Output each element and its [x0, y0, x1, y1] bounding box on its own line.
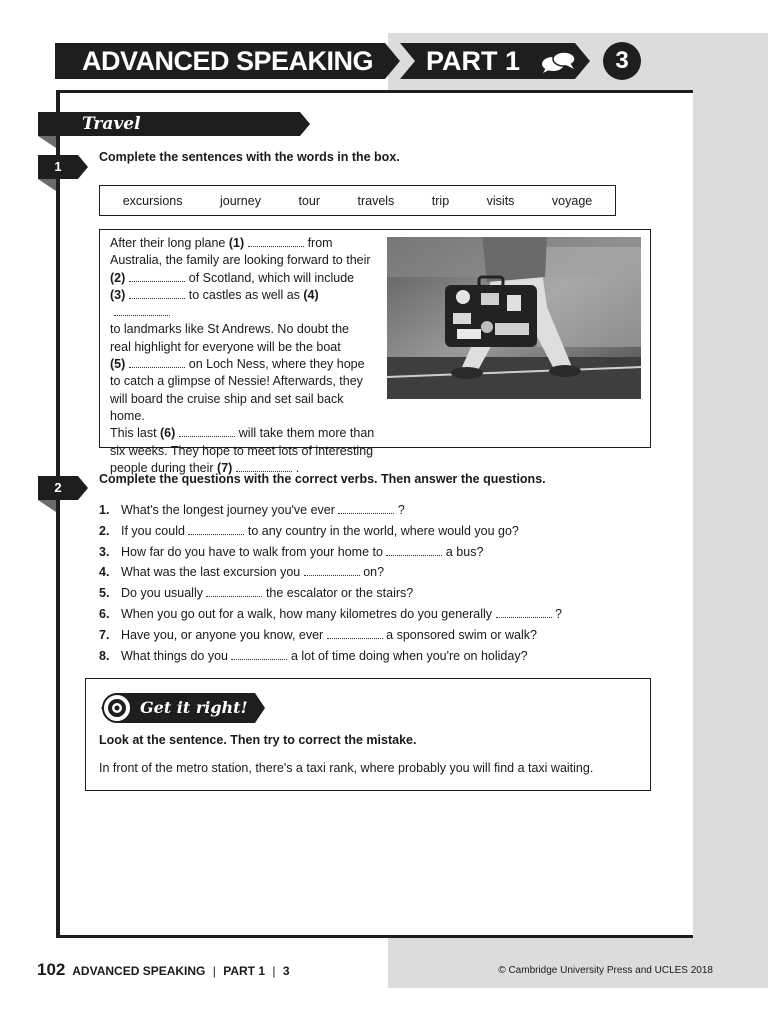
get-it-right-instruction: Look at the sentence. Then try to correct the mistake. — [99, 733, 417, 747]
question-number: 8. — [99, 648, 110, 663]
answer-gap[interactable] — [114, 304, 170, 316]
question-text-after: ? — [551, 606, 562, 621]
header-part: PART 1 — [426, 46, 521, 76]
passage-line: (5) on Loch Ness, where they hope — [110, 357, 365, 372]
passage-text: will board the cruise ship and set sail back home. — [110, 391, 344, 423]
header-title: ADVANCED SPEAKING — [82, 46, 374, 76]
word-box-item: journey — [219, 193, 261, 208]
footer-part: PART 1 — [223, 964, 265, 978]
answer-gap[interactable] — [327, 627, 383, 639]
question-number: 7. — [99, 627, 110, 642]
suitcase-photo — [387, 237, 641, 399]
question-text-after: a sponsored swim or walk? — [382, 627, 537, 642]
answer-gap[interactable] — [129, 356, 185, 368]
passage-text: After their long plane — [110, 236, 229, 250]
gap-fill-passage — [110, 235, 375, 477]
passage-text: This last — [110, 426, 161, 441]
passage-text: real highlight for everyone will be the boat — [110, 339, 341, 354]
answer-gap[interactable] — [304, 564, 360, 576]
passage-line — [110, 373, 375, 390]
question-text-after: a lot of time doing when you're on holiday? — [287, 648, 528, 663]
question-text-before: What things do you — [121, 648, 232, 663]
word-box-item: excursions — [122, 193, 183, 208]
answer-gap[interactable] — [188, 523, 244, 535]
word-box — [99, 185, 616, 216]
exercise-1-instruction: Complete the sentences with the words in the box. — [99, 150, 400, 164]
question-number: 2. — [99, 523, 110, 538]
passage-line: (2) of Scotland, which will include — [110, 270, 355, 285]
answer-gap[interactable] — [129, 287, 185, 299]
passage-line — [110, 391, 375, 426]
question-text-after: a bus? — [442, 544, 484, 559]
question-item — [99, 500, 562, 521]
question-text-after: the escalator or the stairs? — [262, 586, 414, 601]
passage-text: of Scotland, which will include — [185, 270, 355, 285]
passage-text: will take them more than — [235, 426, 375, 441]
passage-text: Australia, the family are looking forward to their — [110, 253, 371, 268]
question-item — [99, 583, 562, 604]
answer-gap[interactable] — [338, 502, 394, 514]
answer-gap[interactable] — [129, 270, 185, 282]
passage-text: to castles as well as — [185, 287, 304, 302]
answer-gap[interactable] — [206, 585, 262, 597]
word-box-item: trip — [431, 193, 450, 208]
footer-unit: 3 — [282, 964, 290, 978]
question-item — [99, 562, 562, 583]
question-text-before: What's the longest journey you've ever — [121, 503, 339, 517]
section-title: Travel — [82, 114, 141, 134]
question-number: 1. — [99, 503, 110, 517]
unit-number-badge: 3 — [603, 42, 641, 80]
passage-line: people during their (7) . — [110, 460, 300, 475]
word-box-item: tour — [298, 193, 320, 208]
exercise-1-tab-fold — [38, 179, 56, 191]
copyright-notice: © Cambridge University Press and UCLES 2018 — [498, 965, 713, 976]
speech-bubbles-icon — [540, 50, 576, 74]
question-item — [99, 521, 562, 542]
exercise-2-instruction: Complete the questions with the correct verbs. Then answer the questions. — [99, 472, 546, 486]
question-item — [99, 604, 562, 625]
passage-line: This last (6) will take them more than — [110, 426, 375, 441]
question-item — [99, 542, 562, 563]
passage-text: people during their — [110, 460, 218, 475]
footer-separator: | — [272, 964, 276, 978]
passage-line — [110, 321, 375, 338]
question-number: 4. — [99, 565, 110, 580]
passage-text: six weeks. They hope to meet lots of interesting — [110, 443, 374, 458]
passage-line — [110, 252, 375, 269]
word-box-item: travels — [357, 193, 395, 208]
footer-title: ADVANCED SPEAKING — [72, 964, 206, 978]
question-list — [99, 500, 562, 666]
answer-gap[interactable] — [236, 460, 292, 472]
word-box-item: visits — [486, 193, 515, 208]
section-title-banner — [38, 112, 310, 136]
question-text-before: What was the last excursion you — [121, 565, 304, 580]
footer-separator: | — [212, 964, 216, 978]
question-number: 5. — [99, 586, 110, 601]
get-it-right-sentence: In front of the metro station, there's a taxi rank, where probably you will find a taxi waiting. — [99, 761, 594, 775]
passage-text: . — [292, 460, 300, 475]
answer-gap[interactable] — [248, 235, 304, 247]
answer-gap[interactable] — [231, 648, 287, 660]
passage-line — [110, 443, 375, 460]
page-number: 102 — [37, 960, 66, 979]
eye-target-icon — [102, 693, 132, 723]
question-item — [99, 625, 562, 646]
answer-gap[interactable] — [386, 544, 442, 556]
question-text-before: Do you usually — [121, 586, 207, 601]
footer-page-info — [37, 960, 290, 980]
section-tag-fold — [38, 136, 56, 148]
exercise-2-number: 2 — [54, 480, 62, 495]
exercise-1-number: 1 — [54, 159, 62, 174]
question-text-after: ? — [394, 503, 405, 517]
passage-line: (3) to castles as well as (4) — [110, 287, 375, 322]
passage-text: to catch a glimpse of Nessie! Afterwards, they — [110, 374, 363, 389]
question-text-before: How far do you have to walk from your home to — [121, 544, 387, 559]
passage-line — [110, 339, 375, 356]
question-text-before: Have you, or anyone you know, ever — [121, 627, 327, 642]
passage-text: to landmarks like St Andrews. No doubt the — [110, 322, 350, 337]
question-text-before: When you go out for a walk, how many kilometres do you generally — [121, 606, 496, 621]
passage-text: from — [304, 236, 333, 250]
question-text-before: If you could — [121, 523, 189, 538]
answer-gap[interactable] — [496, 606, 552, 618]
question-text-after: on? — [359, 565, 385, 580]
question-text-after: to any country in the world, where would you go? — [244, 523, 519, 538]
get-it-right-title: Get it right! — [140, 698, 248, 717]
question-item — [99, 646, 562, 667]
question-number: 3. — [99, 544, 110, 559]
question-number: 6. — [99, 606, 110, 621]
word-box-item: voyage — [551, 193, 593, 208]
answer-gap[interactable] — [179, 425, 235, 437]
passage-text: on Loch Ness, where they hope — [185, 357, 365, 372]
passage-line: After their long plane (1) from — [110, 236, 333, 250]
exercise-2-tab-fold — [38, 500, 56, 512]
